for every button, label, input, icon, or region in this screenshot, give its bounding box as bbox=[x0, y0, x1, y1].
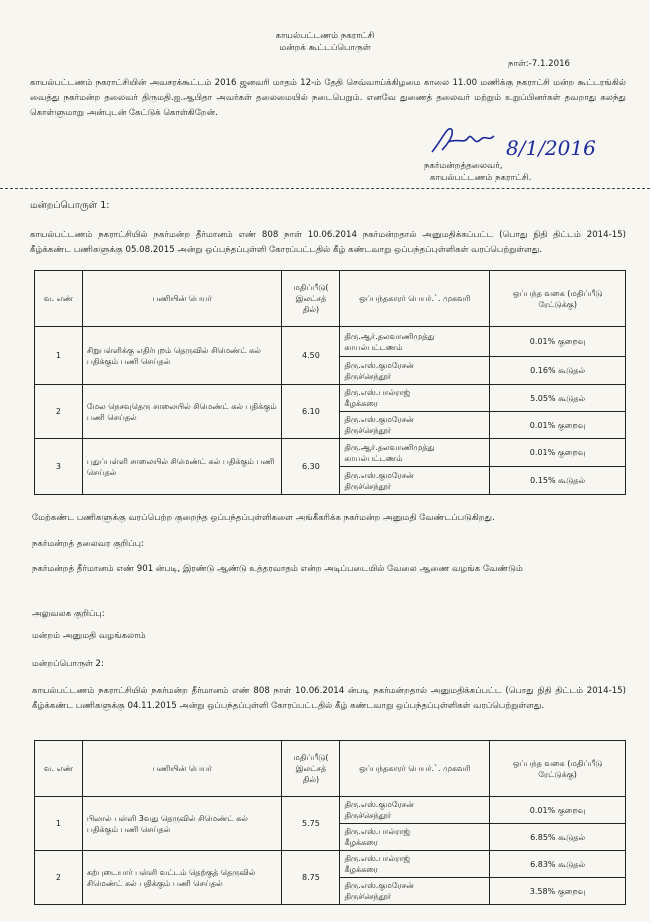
item2-heading: மன்றப்பொருள் 2: bbox=[32, 659, 104, 669]
contractor-name: திரு.ஆர்.தலவாணிமுத்து bbox=[344, 442, 435, 452]
rate-cell bbox=[490, 851, 626, 878]
work-cell: கற்புடையார் பள்ளி வட்டம் தெற்குத் தெருவில் சிமெண்ட் கல் பதிக்கும் பணி செய்தல் bbox=[82, 851, 282, 905]
rate-cell bbox=[490, 385, 626, 412]
rate-cell bbox=[490, 327, 626, 357]
header-rate: ஒப்பந்த வகை (மதிப்பீடு ரேட்டுக்கு) bbox=[490, 271, 626, 327]
contractor-cell bbox=[340, 797, 490, 824]
rate-direction: கூடுதல் bbox=[558, 366, 586, 375]
estimate-cell: 6.10 bbox=[282, 385, 340, 439]
handwritten-signature bbox=[428, 120, 498, 160]
work-cell: மேல நெசவுதெரு சாலையில் சிமெண்ட் கல் பதிக்கும் பணி செய்தல் bbox=[82, 385, 282, 439]
tenders-table-2 bbox=[34, 740, 626, 905]
rate-value: 3.58% bbox=[529, 886, 556, 896]
contractor-name: திரு.எஸ்.குமரேசன் bbox=[344, 415, 414, 424]
signature-office: காயல்பட்டணம் நகராட்சி. bbox=[430, 173, 532, 183]
item2-body: காயல்பட்டணம் நகராட்சியில் நகர்மன்ற தீர்மானம் எண் 808 நாள் 10.06.2014 ன்படி நகர்மன்றதால் அனுமதிக்கப்பட்ட (பொது நிதி திட்டம் 2014-15) கீழ்க்கண்ட பணிகளுக்கு 04.11.2015 அன்று ஒப்பந்தப்புள்ளி கோரப்பட்டதில் கீழ் கண்டவாறு ஒப்பந்தப்புள்ளிகள் வரப்பெற்றுள்ளது. bbox=[32, 686, 626, 711]
rate-direction: குறைவு bbox=[557, 886, 586, 896]
tenders-table-1 bbox=[34, 270, 626, 495]
contractor-place: கீழக்கரை bbox=[344, 865, 378, 874]
rate-direction: குறைவு bbox=[557, 420, 586, 430]
signature-designation: நகர்மன்றத்தலைவர், bbox=[424, 161, 503, 171]
contractor-name: திரு.எஸ்.பால்ராஜ் bbox=[344, 854, 411, 863]
contractor-name: திரு.எஸ்.பால்ராஜ் bbox=[344, 827, 411, 836]
header-sno: வ. எண் bbox=[35, 741, 83, 797]
handwritten-date: 8/1/2016 bbox=[506, 136, 596, 160]
item1-request: மேற்கண்ட பணிகளுக்கு வரப்பெற்ற குறைந்த ஒப்பந்தப்புள்ளிகளை அங்கீகரிக்க நகர்மன்ற அனுமதி வேண்டப்படுகிறது. bbox=[32, 513, 495, 523]
office-note-heading: அலுவலக குறிப்பு: bbox=[32, 609, 105, 619]
rate-direction: குறைவு bbox=[557, 337, 586, 346]
rate-value: 0.01% bbox=[529, 420, 556, 430]
contractor-name: திரு.எஸ்.குமரேசன் bbox=[344, 800, 414, 809]
contractor-place: காயல்பட்டணம் bbox=[344, 342, 403, 352]
estimate-cell: 5.75 bbox=[282, 797, 340, 851]
rate-cell bbox=[490, 412, 626, 439]
rate-value: 0.01% bbox=[529, 448, 556, 457]
item1-body: காயல்பட்டணம் நகராட்சியில் நகர்மன்ற தீர்மானம் எண் 808 நாள் 10.06.2014 நகர்மன்றதால் அனுமதிக்கப்பட்ட (பொது நிதி திட்டம் 2014-15) கீழ்க்கண்ட பணிகளுக்கு 05.08.2015 அன்று ஒப்பந்தப்புள்ளி கோரப்பட்டதில் கீழ் கண்டவாறு ஒப்பந்தப்புள்ளிகள் வரப்பெற்றுள்ளது. bbox=[30, 230, 626, 255]
contractor-cell bbox=[340, 357, 490, 385]
rate-cell bbox=[490, 797, 626, 824]
section-divider bbox=[0, 188, 650, 189]
header-rate: ஒப்பந்த வகை (மதிப்பீடு ரேட்டுக்கு) bbox=[490, 741, 626, 797]
chair-note-body: நகர்மன்றத் தீர்மானம் எண் 901 ன்படி, இரண்டு ஆண்டு உத்தரவாதம் என்ற அடிப்படையில் வேலை ஆணை வழங்க வேண்டும் bbox=[32, 564, 523, 574]
contractor-place: திருச்செந்தூர் bbox=[344, 426, 392, 435]
rate-direction: குறைவு bbox=[557, 448, 586, 457]
contractor-name: திரு.எஸ்.குமரேசன் bbox=[344, 881, 414, 890]
rate-value: 6.83% bbox=[530, 859, 556, 869]
header-estimate: மதிப்பீடு( இலட்சத் தில்) bbox=[282, 741, 340, 797]
rate-value: 0.15% bbox=[530, 476, 556, 485]
intro-paragraph: காயல்பட்டணம் நகராட்சியின் அவசரக்கூட்டம் 2016 ஜனவரி மாதம் 12-ம் தேதி செவ்வாய்க்கிழமை காலை 11.00 மணிக்கு நகராட்சி மன்ற கூட்டரங்கில் வைத்து நகர்மன்ற தலைவர் திருமதி.ஐ.ஆபிதா அவர்கள் தலைமையில் நடைபெறும். எனவே துணைத் தலைவர் மற்றும் உறுப்பினர்கள் தவறாது கலந்து கொள்ளுமாறு அன்புடன் கேட்டுக் கொள்கிறேன். bbox=[30, 78, 626, 118]
document-subtitle: மன்றக் கூட்டப்பொருள் bbox=[279, 43, 371, 53]
rate-direction: குறைவு bbox=[557, 805, 586, 815]
office-note-body: மன்றம் அனுமதி வழங்கலாம் bbox=[32, 631, 146, 641]
document-date: நாள்:-7.1.2016 bbox=[508, 59, 571, 69]
rate-cell bbox=[490, 357, 626, 385]
contractor-name: திரு.எஸ்.பால்ராஜ் bbox=[344, 388, 411, 397]
rate-cell bbox=[490, 824, 626, 851]
rate-cell bbox=[490, 878, 626, 905]
contractor-name: திரு.எஸ்.குமரேசன் bbox=[344, 360, 414, 370]
sno-cell: 2 bbox=[35, 851, 83, 905]
header-sno: வ. எண் bbox=[35, 271, 83, 327]
document-title: காயல்பட்டணம் நகராட்சி bbox=[275, 31, 375, 41]
header-work: பணியின் பெயர் bbox=[82, 271, 282, 327]
contractor-cell bbox=[340, 824, 490, 851]
sno-cell: 1 bbox=[35, 797, 83, 851]
contractor-cell bbox=[340, 851, 490, 878]
contractor-cell bbox=[340, 412, 490, 439]
rate-direction: கூடுதல் bbox=[558, 859, 586, 869]
rate-value: 0.01% bbox=[529, 337, 556, 346]
contractor-cell bbox=[340, 439, 490, 467]
estimate-cell: 8.75 bbox=[282, 851, 340, 905]
contractor-place: திருச்செந்தூர் bbox=[344, 371, 392, 381]
contractor-place: கீழக்கரை bbox=[344, 838, 378, 847]
work-cell: பிலால் பள்ளி 3வது தெருவில் சிமெண்ட் கல் பதிக்கும் பணி செய்தல் bbox=[82, 797, 282, 851]
rate-direction: கூடுதல் bbox=[558, 832, 586, 842]
header-contractor: ஒப்பந்தகாரர் பெயர்.`. முகவரி bbox=[340, 741, 490, 797]
contractor-place: திருச்செந்தூர் bbox=[344, 811, 392, 820]
item1-heading: மன்றப்பொருள் 1: bbox=[30, 200, 110, 211]
contractor-cell bbox=[340, 327, 490, 357]
contractor-place: காயல்பட்டணம் bbox=[344, 453, 403, 463]
rate-value: 6.85% bbox=[530, 832, 556, 842]
estimate-cell: 4.50 bbox=[282, 327, 340, 385]
rate-cell bbox=[490, 467, 626, 495]
header-contractor: ஒப்பந்தகாரர் பெயர்.`. முகவரி bbox=[340, 271, 490, 327]
contractor-cell bbox=[340, 467, 490, 495]
estimate-cell: 6.30 bbox=[282, 439, 340, 495]
contractor-name: திரு.எஸ்.குமரேசன் bbox=[344, 470, 414, 480]
work-cell: சிறுபள்ளிக்கு எதிர்புறம் தெருவில் சிமெண்ட் கல் பதிக்கும் பணி செய்தல் bbox=[82, 327, 282, 385]
rate-value: 5.05% bbox=[530, 393, 556, 403]
rate-value: 0.16% bbox=[530, 366, 556, 375]
contractor-cell bbox=[340, 385, 490, 412]
sno-cell: 2 bbox=[35, 385, 83, 439]
work-cell: புதுப்பள்ளி சாலையில் சிமெண்ட் கல் பதிக்கும் பணி செய்தல் bbox=[82, 439, 282, 495]
rate-cell bbox=[490, 439, 626, 467]
rate-value: 0.01% bbox=[529, 805, 556, 815]
rate-direction: கூடுதல் bbox=[558, 476, 586, 485]
sno-cell: 1 bbox=[35, 327, 83, 385]
contractor-place: திருச்செந்தூர் bbox=[344, 481, 392, 491]
rate-direction: கூடுதல் bbox=[558, 393, 586, 403]
sno-cell: 3 bbox=[35, 439, 83, 495]
header-estimate: மதிப்பீடு( இலட்சத் தில்) bbox=[282, 271, 340, 327]
chair-note-heading: நகர்மன்றத் தலைவர குறிப்பு: bbox=[32, 539, 144, 549]
contractor-place: திருச்செந்தூர் bbox=[344, 892, 392, 901]
contractor-cell bbox=[340, 878, 490, 905]
header-work: பணியின் பெயர் bbox=[82, 741, 282, 797]
contractor-place: கீழக்கரை bbox=[344, 399, 378, 408]
contractor-name: திரு.ஆர்.தலவாணிமுத்து bbox=[344, 331, 435, 341]
